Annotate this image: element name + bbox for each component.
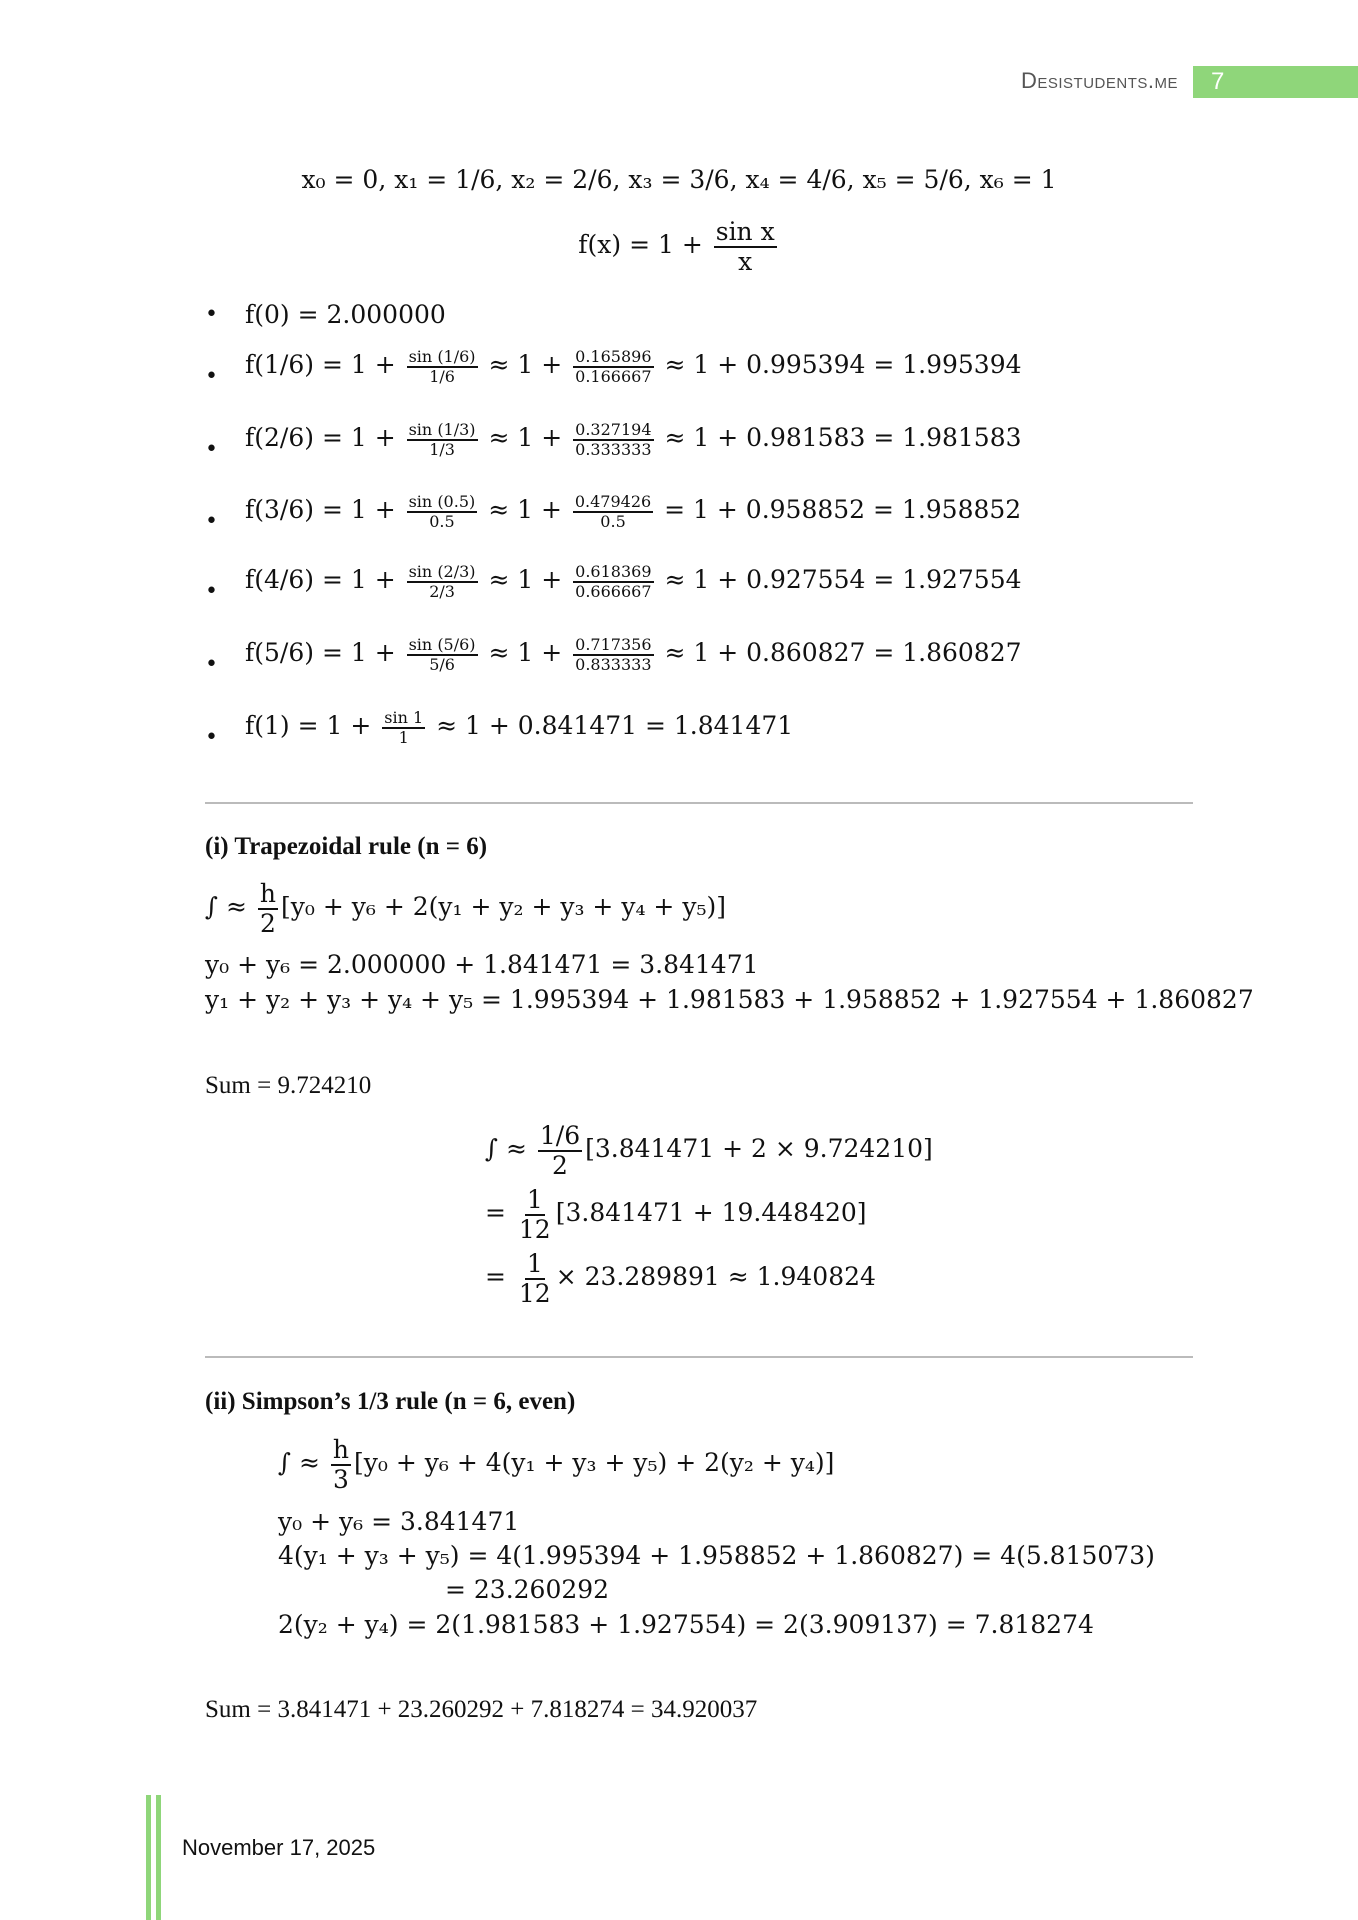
simp-line-3: = 23.260292 [445,1575,610,1604]
value-item [245,421,1022,458]
value-rhs: ≈ 1 + 0.981583 = 1.981583 [664,423,1022,453]
footer-bar [146,1795,151,1920]
frac-num: sin (1/6) [408,347,476,366]
calc-pre: = [485,1262,506,1291]
value-rhs: ≈ 1 + 0.995394 = 1.995394 [664,350,1022,380]
formula-post: [y₀ + y₆ + 2(y₁ + y₂ + y₃ + y₄ + y₅)] [280,892,726,921]
frac-den: 12 [518,1214,551,1244]
formula-pre: ∫ ≈ [205,892,247,921]
calc-pre: ∫ ≈ [485,1134,527,1163]
frac-num: 0.165896 [575,347,652,366]
value-mid: ≈ 1 + [488,350,563,380]
nodes-line: x₀ = 0, x₁ = 1/6, x₂ = 2/6, x₃ = 3/6, x₄ = 4/6, x₅ = 5/6, x₆ = 1 [301,165,1057,194]
trap-calc-3 [485,1250,876,1307]
frac-den: 0.666667 [575,581,652,601]
value-item: f(0) = 2.000000 [245,300,446,329]
frac-num: sin (0.5) [408,492,476,511]
frac-den: 1/3 [429,439,455,459]
frac-num: h [259,879,276,908]
simpson-heading: (ii) Simpson’s 1/3 rule (n = 6, even) [205,1388,576,1415]
frac-den: 2/3 [429,581,455,601]
bullet: • [205,652,218,677]
frac-num: 1/6 [539,1121,581,1150]
function-definition [0,218,1358,275]
calc-post: [3.841471 + 19.448420] [555,1198,867,1227]
simp-line-4: 2(y₂ + y₄) = 2(1.981583 + 1.927554) = 2(3.909137) = 7.818274 [278,1610,1094,1639]
frac-num: sin (1/3) [408,420,476,439]
value-item [245,709,793,746]
value-mid: ≈ 1 + [488,423,563,453]
frac-den: 12 [518,1278,551,1308]
frac-den: 2 [259,908,276,938]
bullet: • [205,302,218,327]
trap-line-1: y₀ + y₆ = 2.000000 + 1.841471 = 3.841471 [205,950,759,979]
page-number: 7 [1193,66,1358,98]
function-den: x [738,246,753,276]
value-lhs: f(2/6) = 1 + [245,423,396,453]
trap-calc-1 [485,1122,933,1179]
frac-den: 3 [332,1464,349,1494]
frac-num: 0.327194 [575,420,652,439]
trapezoidal-formula [205,880,726,937]
frac-num: 0.479426 [574,492,652,511]
trap-sum: Sum = 9.724210 [205,1072,372,1099]
bullet: • [205,725,218,750]
function-num: sin x [715,217,775,246]
formula-post: [y₀ + y₆ + 4(y₁ + y₃ + y₅) + 2(y₂ + y₄)] [353,1448,835,1477]
value-lhs: f(5/6) = 1 + [245,638,396,668]
calc-post: [3.841471 + 2 × 9.724210] [585,1134,933,1163]
divider [205,1356,1193,1358]
frac-num: 0.618369 [575,562,652,581]
bullet: • [205,509,218,534]
calc-post: × 23.289891 ≈ 1.940824 [555,1262,876,1291]
calc-pre: = [485,1198,506,1227]
frac-den: 5/6 [429,654,455,674]
frac-num: 1 [526,1249,543,1278]
simp-line-2: 4(y₁ + y₃ + y₅) = 4(1.995394 + 1.958852 + 1.860827) = 4(5.815073) [278,1541,1155,1570]
trap-line-2: y₁ + y₂ + y₃ + y₄ + y₅ = 1.995394 + 1.981583 + 1.958852 + 1.927554 + 1.860827 [205,985,1254,1014]
bullet: • [205,437,218,462]
value-item [245,563,1022,600]
value-mid: ≈ 1 + [488,565,563,595]
header-site: Desistudents.me [1020,68,1178,93]
simp-sum: Sum = 3.841471 + 23.260292 + 7.818274 = 34.920037 [205,1696,758,1723]
frac-den: 2 [552,1150,568,1180]
trapezoidal-heading: (i) Trapezoidal rule (n = 6) [205,833,488,860]
function-lhs: f(x) = 1 + [578,230,703,259]
frac-num: sin 1 [384,708,424,727]
bullet: • [205,579,218,604]
frac-num: h [332,1435,349,1464]
footer-bar [156,1795,161,1920]
frac-num: 1 [526,1185,543,1214]
value-rhs: ≈ 1 + 0.841471 = 1.841471 [436,711,794,741]
simp-line-1: y₀ + y₆ = 3.841471 [278,1507,520,1536]
value-mid: ≈ 1 + [488,495,562,525]
value-rhs: = 1 + 0.958852 = 1.958852 [664,495,1022,525]
frac-den: 0.833333 [575,654,652,674]
frac-den: 0.5 [429,511,455,531]
value-lhs: f(4/6) = 1 + [245,565,396,595]
value-lhs: f(1) = 1 + [245,711,372,741]
frac-den: 0.166667 [575,366,652,386]
value-mid: ≈ 1 + [488,638,563,668]
frac-den: 0.333333 [575,439,652,459]
frac-den: 1/6 [429,366,455,386]
footer-date: November 17, 2025 [182,1835,376,1860]
bullet: • [205,364,218,389]
frac-den: 1 [398,727,409,747]
value-rhs: ≈ 1 + 0.860827 = 1.860827 [664,638,1022,668]
simpson-formula [278,1436,834,1493]
value-rhs: ≈ 1 + 0.927554 = 1.927554 [664,565,1022,595]
formula-pre: ∫ ≈ [278,1448,320,1477]
frac-num: 0.717356 [575,635,652,654]
divider [205,802,1193,804]
frac-num: sin (5/6) [408,635,476,654]
value-lhs: f(3/6) = 1 + [245,495,396,525]
value-lhs: f(1/6) = 1 + [245,350,396,380]
trap-calc-2 [485,1186,867,1243]
value-item [245,493,1021,530]
value-item [245,636,1022,673]
frac-den: 0.5 [600,511,626,531]
value-item [245,348,1022,385]
frac-num: sin (2/3) [408,562,476,581]
